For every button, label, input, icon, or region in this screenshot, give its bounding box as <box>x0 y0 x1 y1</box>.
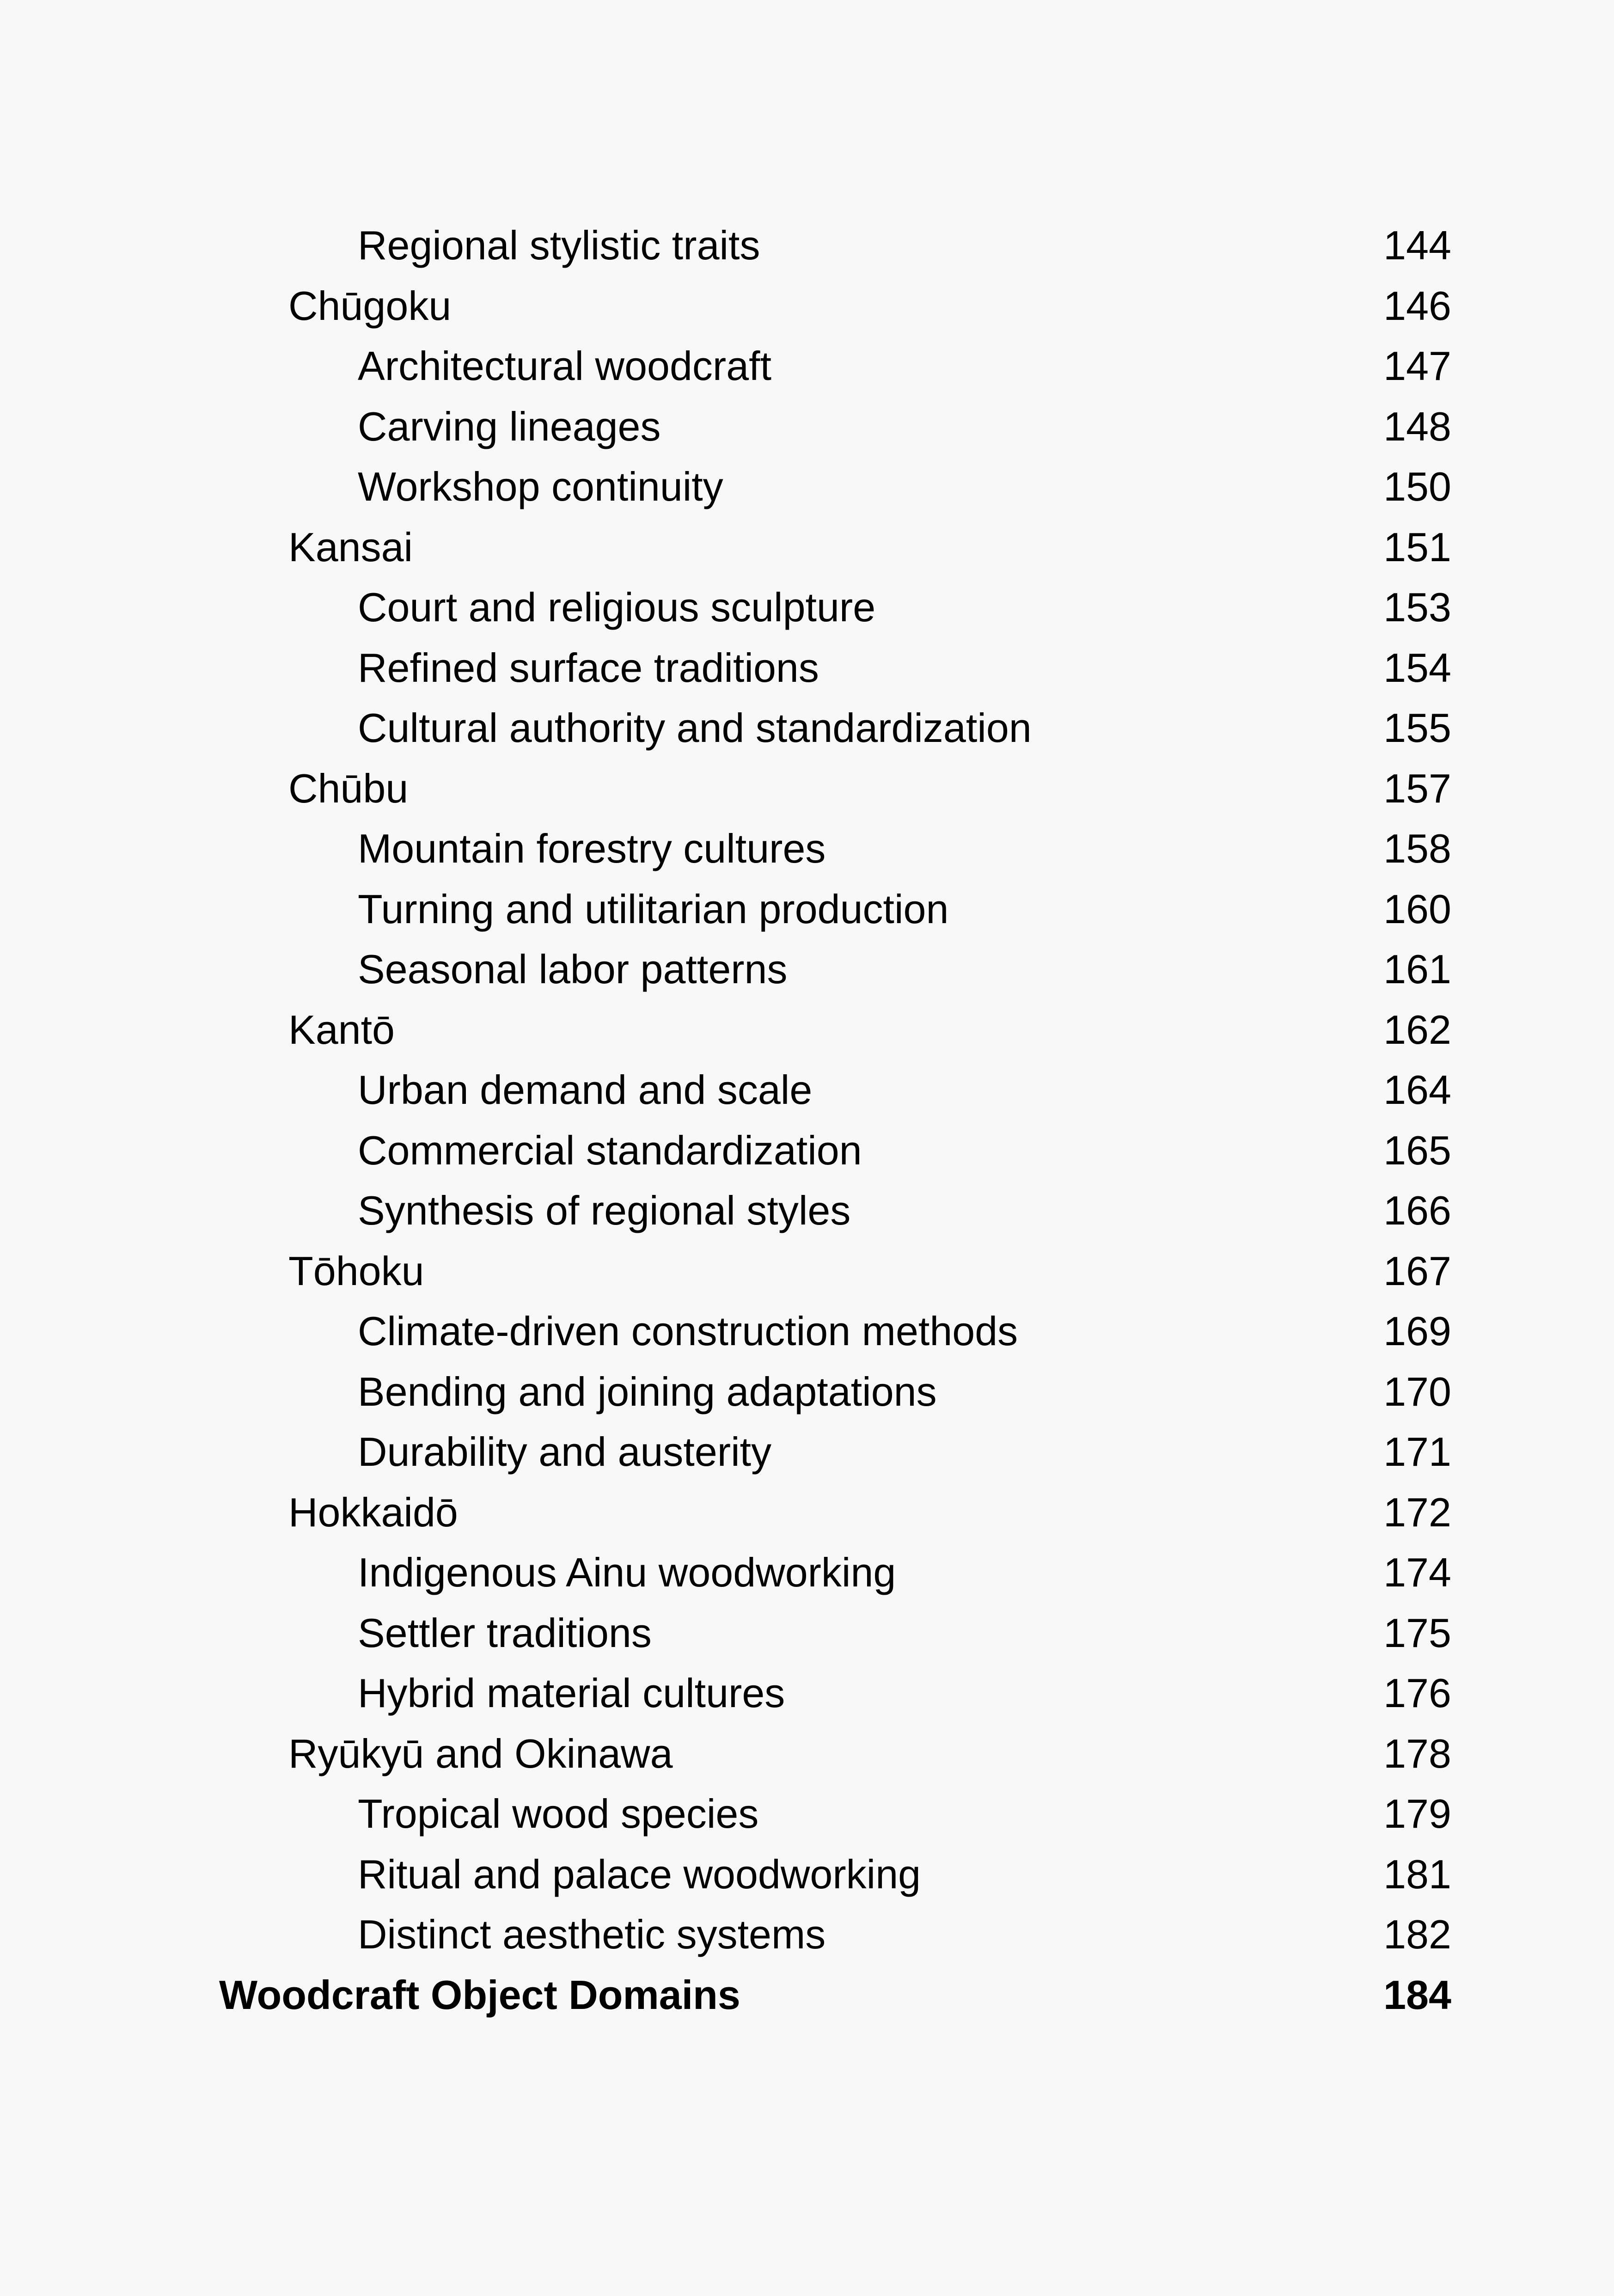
toc-entry-title: Seasonal labor patterns <box>358 946 788 992</box>
toc-entry-title: Commercial standardization <box>358 1127 862 1173</box>
toc-chapter-entry[interactable] <box>0 1965 1614 2026</box>
toc-page-number: 147 <box>1383 343 1451 389</box>
toc-subsection-entry[interactable] <box>0 1362 1614 1422</box>
toc-page-number: 170 <box>1383 1368 1451 1414</box>
toc-section-entry[interactable] <box>0 276 1614 337</box>
toc-page-number: 164 <box>1383 1067 1451 1113</box>
toc-page-number: 160 <box>1383 886 1451 932</box>
toc-entry-title: Durability and austerity <box>358 1429 772 1475</box>
toc-subsection-entry[interactable] <box>0 1784 1614 1844</box>
toc-page-number: 166 <box>1383 1188 1451 1233</box>
toc-page-number: 169 <box>1383 1308 1451 1354</box>
table-of-contents <box>0 215 1614 2025</box>
toc-entry-title: Tōhoku <box>288 1248 424 1294</box>
toc-page-number: 184 <box>1383 1971 1451 2018</box>
toc-page-number: 155 <box>1383 705 1451 751</box>
toc-entry-title: Court and religious sculpture <box>358 584 876 630</box>
toc-entry-title: Workshop continuity <box>358 464 723 509</box>
toc-entry-title: Turning and utilitarian production <box>358 886 949 932</box>
toc-entry-title: Climate-driven construction methods <box>358 1308 1018 1354</box>
toc-page-number: 174 <box>1383 1549 1451 1595</box>
toc-page-number: 178 <box>1383 1730 1451 1776</box>
toc-page-number: 146 <box>1383 282 1451 329</box>
toc-page-number: 150 <box>1383 464 1451 509</box>
toc-page-number: 172 <box>1383 1489 1451 1535</box>
toc-entry-title: Hokkaidō <box>288 1489 458 1535</box>
toc-subsection-entry[interactable] <box>0 1060 1614 1120</box>
toc-entry-title: Kansai <box>288 524 413 570</box>
toc-subsection-entry[interactable] <box>0 638 1614 698</box>
toc-entry-title: Refined surface traditions <box>358 644 819 691</box>
toc-page-number: 182 <box>1383 1911 1451 1957</box>
toc-page-number: 165 <box>1383 1127 1451 1173</box>
toc-entry-title: Carving lineages <box>358 403 661 449</box>
toc-entry-title: Settler traditions <box>358 1610 652 1656</box>
toc-subsection-entry[interactable] <box>0 939 1614 1000</box>
toc-section-entry[interactable] <box>0 759 1614 819</box>
toc-entry-title: Tropical wood species <box>358 1791 759 1837</box>
toc-subsection-entry[interactable] <box>0 457 1614 517</box>
toc-page-number: 144 <box>1383 222 1451 268</box>
toc-page-number: 181 <box>1383 1851 1451 1897</box>
toc-entry-title: Urban demand and scale <box>358 1067 813 1113</box>
toc-subsection-entry[interactable] <box>0 1603 1614 1664</box>
toc-page-number: 151 <box>1383 524 1451 570</box>
toc-subsection-entry[interactable] <box>0 879 1614 940</box>
toc-subsection-entry[interactable] <box>0 336 1614 397</box>
toc-subsection-entry[interactable] <box>0 577 1614 638</box>
toc-subsection-entry[interactable] <box>0 397 1614 457</box>
toc-subsection-entry[interactable] <box>0 1543 1614 1603</box>
toc-entry-title: Kantō <box>288 1006 395 1053</box>
toc-subsection-entry[interactable] <box>0 1181 1614 1241</box>
toc-page-number: 167 <box>1383 1248 1451 1294</box>
toc-entry-title: Cultural authority and standardization <box>358 705 1032 751</box>
toc-page-number: 176 <box>1383 1670 1451 1716</box>
toc-entry-title: Indigenous Ainu woodworking <box>358 1549 896 1595</box>
toc-page-number: 162 <box>1383 1006 1451 1053</box>
toc-section-entry[interactable] <box>0 1000 1614 1060</box>
toc-subsection-entry[interactable] <box>0 1663 1614 1724</box>
toc-entry-title: Architectural woodcraft <box>358 343 772 389</box>
toc-entry-title: Mountain forestry cultures <box>358 826 826 871</box>
toc-subsection-entry[interactable] <box>0 698 1614 759</box>
toc-page-number: 179 <box>1383 1791 1451 1837</box>
toc-section-entry[interactable] <box>0 1482 1614 1543</box>
toc-entry-title: Distinct aesthetic systems <box>358 1911 826 1957</box>
toc-entry-title: Hybrid material cultures <box>358 1670 785 1716</box>
toc-page-number: 157 <box>1383 765 1451 811</box>
toc-entry-title: Regional stylistic traits <box>358 222 760 268</box>
toc-page-number: 158 <box>1383 826 1451 871</box>
toc-entry-title: Chūgoku <box>288 282 452 329</box>
toc-section-entry[interactable] <box>0 517 1614 578</box>
toc-subsection-entry[interactable] <box>0 1904 1614 1965</box>
toc-entry-title: Synthesis of regional styles <box>358 1188 851 1233</box>
toc-entry-title: Ryūkyū and Okinawa <box>288 1730 673 1776</box>
toc-page-number: 175 <box>1383 1610 1451 1656</box>
toc-page-number: 154 <box>1383 644 1451 691</box>
toc-page-number: 153 <box>1383 584 1451 630</box>
toc-subsection-entry[interactable] <box>0 1120 1614 1181</box>
toc-section-entry[interactable] <box>0 1241 1614 1302</box>
toc-entry-title: Ritual and palace woodworking <box>358 1851 921 1897</box>
toc-page-number: 161 <box>1383 946 1451 992</box>
toc-entry-title: Bending and joining adaptations <box>358 1368 937 1414</box>
toc-subsection-entry[interactable] <box>0 215 1614 276</box>
toc-subsection-entry[interactable] <box>0 1844 1614 1905</box>
toc-page-number: 171 <box>1383 1429 1451 1475</box>
toc-subsection-entry[interactable] <box>0 1422 1614 1482</box>
toc-page-number: 148 <box>1383 403 1451 449</box>
toc-entry-title: Chūbu <box>288 765 409 811</box>
toc-entry-title: Woodcraft Object Domains <box>219 1971 740 2018</box>
toc-subsection-entry[interactable] <box>0 1301 1614 1362</box>
toc-section-entry[interactable] <box>0 1724 1614 1784</box>
toc-subsection-entry[interactable] <box>0 819 1614 879</box>
